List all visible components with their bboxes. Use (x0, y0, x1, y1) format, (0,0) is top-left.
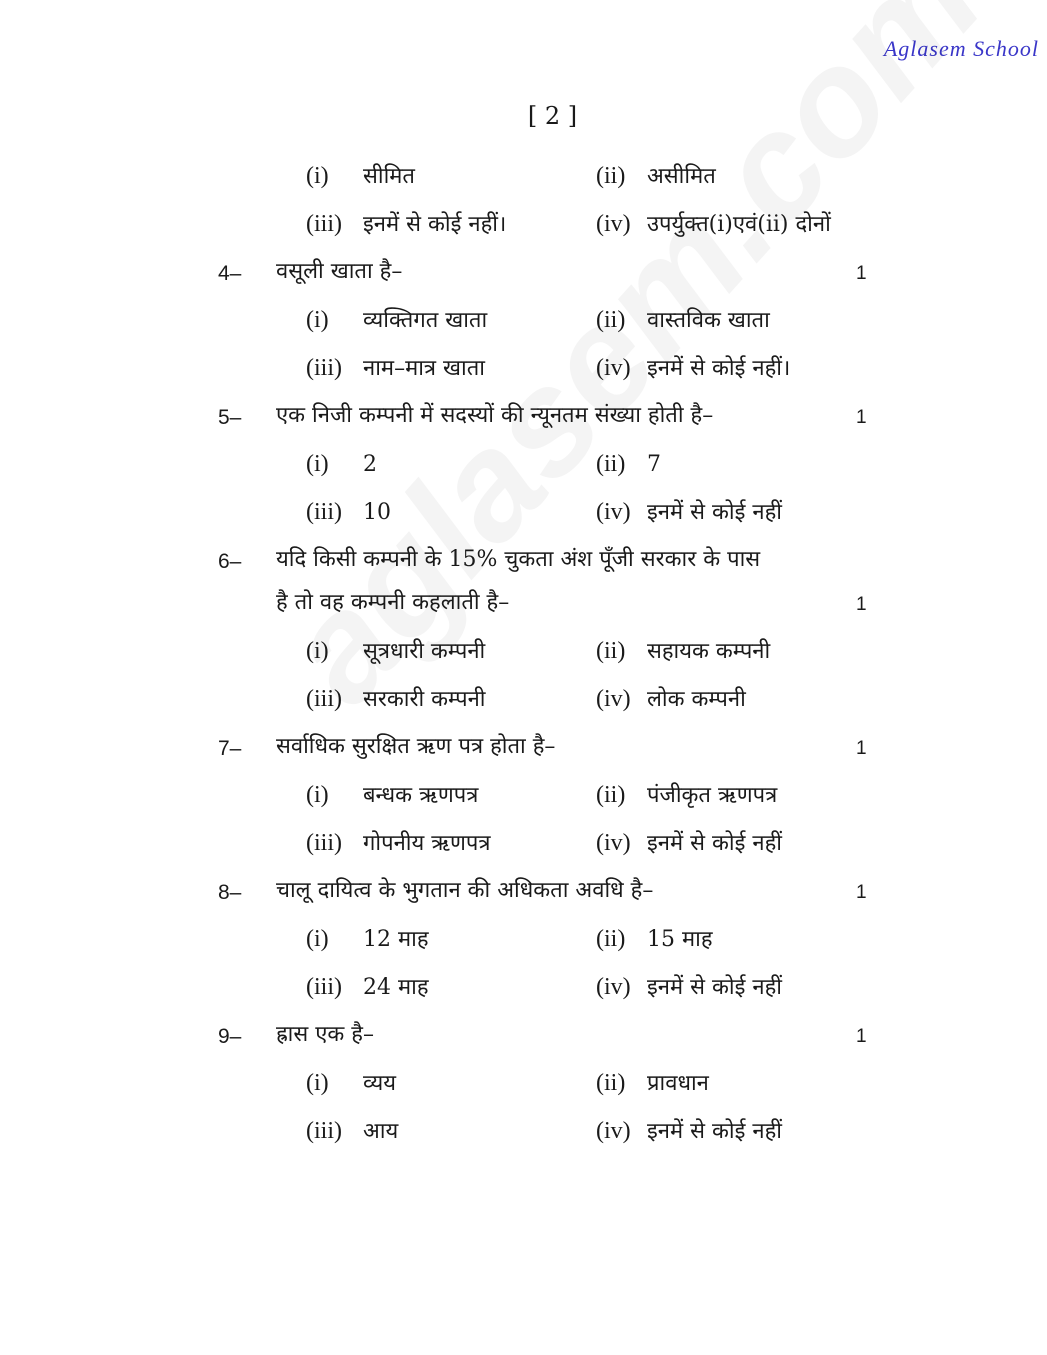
option-label: (ii) (596, 307, 626, 333)
page-number: [ 2 ] (527, 102, 578, 130)
question-text: वसूली खाता है– (276, 259, 403, 284)
option-text: सरकारी कम्पनी (363, 687, 486, 712)
question-number: 5– (218, 406, 242, 429)
option-text: 15 माह (647, 927, 713, 952)
option-label: (iii) (306, 974, 342, 1000)
option-text: सूत्रधारी कम्पनी (363, 639, 486, 664)
option-text: इनमें से कोई नहीं। (363, 212, 507, 237)
option-label: (ii) (596, 782, 626, 808)
question-number: 6– (218, 550, 242, 573)
option-text: असीमित (647, 164, 716, 189)
question-number: 9– (218, 1025, 242, 1048)
question-text: एक निजी कम्पनी में सदस्यों की न्यूनतम संख्या होती है– (276, 403, 714, 428)
option-text: इनमें से कोई नहीं (647, 975, 783, 1000)
option-text: 10 (363, 500, 391, 525)
option-label: (iv) (596, 211, 631, 237)
option-label: (iv) (596, 499, 631, 525)
question-text: सर्वाधिक सुरक्षित ऋण पत्र होता है– (276, 734, 556, 759)
question-marks: 1 (856, 738, 867, 759)
option-label: (ii) (596, 451, 626, 477)
option-label: (ii) (596, 1070, 626, 1096)
option-text: 7 (647, 452, 661, 477)
option-label: (iii) (306, 211, 342, 237)
option-text: गोपनीय ऋणपत्र (363, 831, 491, 856)
option-label: (i) (306, 782, 329, 808)
question-marks: 1 (856, 1026, 867, 1047)
option-label: (iv) (596, 1118, 631, 1144)
option-text: इनमें से कोई नहीं (647, 831, 783, 856)
question-number: 8– (218, 881, 242, 904)
option-label: (ii) (596, 163, 626, 189)
option-text: प्रावधान (647, 1071, 709, 1096)
option-label: (iv) (596, 974, 631, 1000)
option-label: (iv) (596, 830, 631, 856)
question-text: यदि किसी कम्पनी के 15% चुकता अंश पूँजी सरकार के पास (276, 547, 761, 572)
option-label: (i) (306, 926, 329, 952)
question-text: ह्रास एक है– (276, 1022, 374, 1047)
option-label: (iii) (306, 1118, 342, 1144)
option-label: (iii) (306, 686, 342, 712)
option-label: (ii) (596, 926, 626, 952)
brand-header: Aglasem School (883, 36, 1039, 61)
option-text: लोक कम्पनी (647, 687, 746, 712)
question-number: 4– (218, 262, 242, 285)
option-text: इनमें से कोई नहीं (647, 500, 783, 525)
option-label: (i) (306, 163, 329, 189)
option-label: (i) (306, 307, 329, 333)
option-text: व्यय (363, 1071, 397, 1096)
option-label: (iii) (306, 499, 342, 525)
option-label: (iv) (596, 355, 631, 381)
option-text: आय (363, 1119, 399, 1144)
question-marks: 1 (856, 882, 867, 903)
option-label: (iv) (596, 686, 631, 712)
question-text-cont: है तो वह कम्पनी कहलाती है– (276, 590, 510, 615)
option-label: (iii) (306, 830, 342, 856)
option-label: (i) (306, 638, 329, 664)
question-marks: 1 (856, 407, 867, 428)
option-text: 2 (363, 452, 377, 477)
option-label: (i) (306, 1070, 329, 1096)
option-text: पंजीकृत ऋणपत्र (647, 783, 778, 808)
option-text: बन्धक ऋणपत्र (363, 783, 479, 808)
option-text: 24 माह (363, 975, 429, 1000)
question-marks: 1 (856, 263, 867, 284)
option-text: व्यक्तिगत खाता (363, 308, 488, 333)
question-marks: 1 (856, 594, 867, 615)
option-text: सीमित (363, 164, 415, 189)
option-text: इनमें से कोई नहीं। (647, 356, 791, 381)
option-label: (ii) (596, 638, 626, 664)
option-label: (iii) (306, 355, 342, 381)
option-text: नाम–मात्र खाता (363, 356, 485, 381)
question-number: 7– (218, 737, 242, 760)
option-text: सहायक कम्पनी (647, 639, 771, 664)
option-text: 12 माह (363, 927, 429, 952)
option-text: उपर्युक्त(i)एवं(ii) दोनों (647, 212, 831, 237)
option-text: इनमें से कोई नहीं (647, 1119, 783, 1144)
option-label: (i) (306, 451, 329, 477)
question-text: चालू दायित्व के भुगतान की अधिकता अवधि है– (276, 878, 654, 903)
option-text: वास्तविक खाता (647, 308, 770, 333)
